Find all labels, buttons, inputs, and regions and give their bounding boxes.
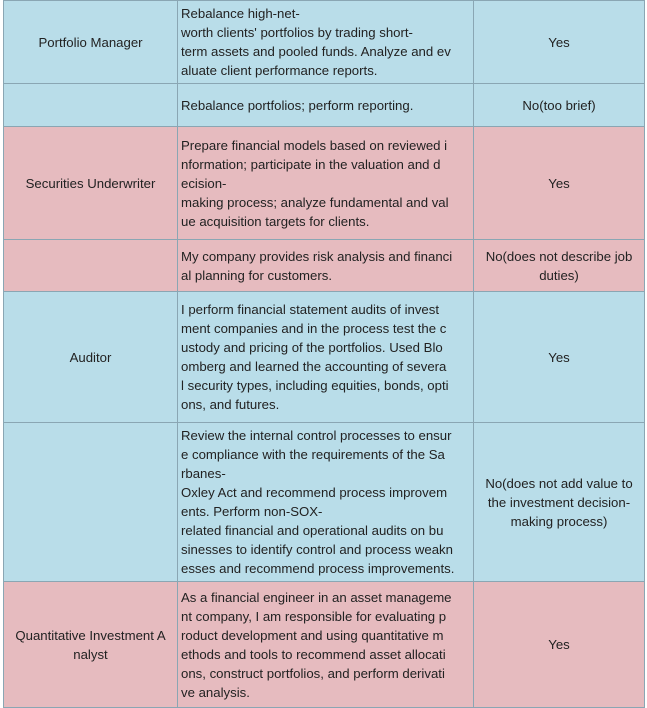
description-cell xyxy=(178,127,474,240)
description-line: l security types, including equities, bonds, opti xyxy=(181,378,449,393)
description-line: Prepare financial models based on reviewed i xyxy=(181,137,448,153)
description-line: term assets and pooled funds. Analyze and ev xyxy=(181,43,451,59)
description-line: ons, construct portfolios, and perform derivati xyxy=(181,665,445,681)
description-line: nformation; participate in the valuation and d xyxy=(181,156,441,172)
acceptable-cell xyxy=(474,582,645,708)
description-cell xyxy=(178,292,474,423)
description-line: ecision- xyxy=(181,175,227,191)
description-line: roduct development and using quantitative m xyxy=(181,627,444,643)
table-row xyxy=(4,240,645,292)
role-cell xyxy=(4,240,178,292)
description-cell xyxy=(178,423,474,582)
description-line: al planning for customers. xyxy=(181,267,332,283)
table-row xyxy=(4,423,645,582)
description-cell xyxy=(178,84,474,127)
acceptable-cell xyxy=(474,84,645,127)
description-line: related financial and operational audits on bu xyxy=(181,523,444,538)
role-text: nalyst xyxy=(73,646,108,662)
role-cell xyxy=(4,423,178,582)
description-cell xyxy=(178,1,474,84)
role-cell xyxy=(4,1,178,84)
description-line: omberg and learned the accounting of severa xyxy=(181,359,447,374)
table-row xyxy=(4,1,645,84)
description-line: nt company, I am responsible for evaluating p xyxy=(181,608,447,624)
table-row xyxy=(4,127,645,240)
acceptable-cell xyxy=(474,1,645,84)
description-line: rbanes- xyxy=(181,466,226,481)
acceptable-text: Yes xyxy=(548,349,570,365)
description-line: Review the internal control processes to ensur xyxy=(181,428,452,443)
acceptable-cell xyxy=(474,127,645,240)
job-description-table xyxy=(3,0,645,708)
description-line: I perform financial statement audits of invest xyxy=(181,302,440,317)
acceptable-cell xyxy=(474,240,645,292)
acceptable-text: No(does not add value to xyxy=(485,475,633,491)
role-text: Quantitative Investment A xyxy=(15,627,166,643)
table-row xyxy=(4,84,645,127)
role-cell xyxy=(4,582,178,708)
description-line: ue acquisition targets for clients. xyxy=(181,213,370,229)
table-row xyxy=(4,292,645,423)
role-text: Portfolio Manager xyxy=(38,34,143,50)
acceptable-text: Yes xyxy=(548,637,570,652)
description-line: As a financial engineer in an asset manageme xyxy=(181,589,452,605)
description-line: ve analysis. xyxy=(181,684,250,700)
acceptable-cell xyxy=(474,423,645,582)
acceptable-text: No(too brief) xyxy=(522,97,596,113)
description-line: worth clients' portfolios by trading short- xyxy=(181,24,413,40)
role-text: Auditor xyxy=(69,349,112,365)
acceptable-text: No(does not describe job xyxy=(485,248,633,264)
description-line: Rebalance high-net- xyxy=(181,5,300,21)
acceptable-cell xyxy=(474,292,645,423)
description-line: e compliance with the requirements of the Sa xyxy=(181,447,445,462)
table-row xyxy=(4,582,645,708)
description-line: esses and recommend process improvements. xyxy=(181,561,455,576)
description-cell xyxy=(178,582,474,708)
description-line: sinesses to identify control and process weakn xyxy=(181,542,453,557)
description-line: ment companies and in the process test the c xyxy=(181,321,447,336)
role-cell xyxy=(4,84,178,127)
description-cell xyxy=(178,240,474,292)
acceptable-text: Yes xyxy=(548,34,570,50)
description-line: ethods and tools to recommend asset allocati xyxy=(181,646,446,662)
description-line: ents. Perform non-SOX- xyxy=(181,504,323,519)
description-line: ustody and pricing of the portfolios. Used Blo xyxy=(181,340,443,355)
description-line: making process; analyze fundamental and val xyxy=(181,194,449,210)
description-line: Rebalance portfolios; perform reporting. xyxy=(181,97,414,113)
description-line: My company provides risk analysis and financi xyxy=(181,248,453,264)
acceptable-text: duties) xyxy=(539,267,579,283)
acceptable-text: making process) xyxy=(510,513,608,529)
role-text: Securities Underwriter xyxy=(25,175,156,191)
acceptable-text: Yes xyxy=(548,175,570,191)
description-line: ons, and futures. xyxy=(181,397,280,412)
acceptable-text: the investment decision- xyxy=(487,494,631,510)
role-cell xyxy=(4,292,178,423)
description-line: Oxley Act and recommend process improvem xyxy=(181,485,448,500)
description-line: aluate client performance reports. xyxy=(181,62,378,78)
role-cell xyxy=(4,127,178,240)
